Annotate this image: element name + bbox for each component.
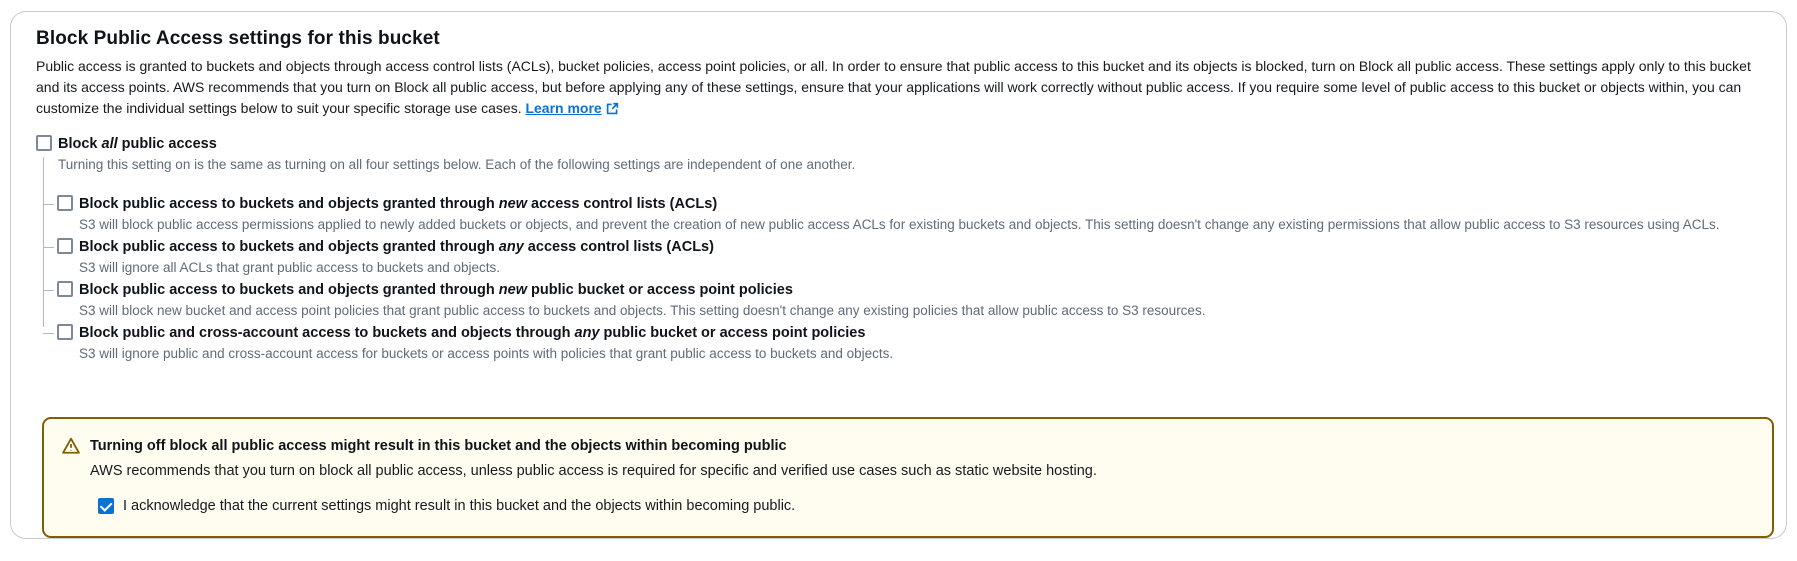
block-new-acls-checkbox[interactable] (57, 195, 73, 211)
warning-body: AWS recommends that you turn on block all public access, unless public access is required for specific and verified use cases such as static website hosting. (90, 463, 1097, 479)
setting-description: S3 will ignore all ACLs that grant public access to buckets and objects. (79, 260, 500, 275)
setting-label: Block public access to buckets and objects granted through new access control lists (ACLs) (79, 196, 718, 212)
setting-block-new-policies (43, 280, 1760, 320)
block-new-policies-checkbox[interactable] (57, 281, 73, 297)
external-link-icon (606, 100, 619, 121)
setting-block-any-policies (43, 323, 1760, 363)
acknowledge-label: I acknowledge that the current settings might result in this bucket and the objects within becoming public. (123, 498, 796, 514)
acknowledge-row (98, 497, 1097, 516)
block-all-description: Turning this setting on is the same as turning on all four settings below. Each of the following settings are independent of one another. (58, 157, 856, 172)
setting-label: Block public access to buckets and objects granted through new public bucket or access point policies (79, 282, 793, 298)
acknowledge-checkbox[interactable] (98, 498, 114, 514)
setting-block-any-acls (43, 237, 1760, 277)
block-all-children (43, 155, 1760, 363)
block-all-checkbox[interactable] (36, 135, 52, 151)
panel-description-text: Public access is granted to buckets and objects through access control lists (ACLs), bucket policies, access point policies, or all. In order to ensure that public access to this bucket and its objects is blocked, turn on Block all public access. These settings apply only to this bucket and its access points. AWS recommends that you turn on Block all public access, but before applying any of these settings, ensure that your applications will work correctly without public access. If you require some level of public access to this bucket or objects within, you can customize the individual settings below to suit your specific storage use cases. (36, 58, 1751, 116)
page (0, 11, 1797, 561)
warning-content (90, 436, 1097, 518)
learn-more-link[interactable] (525, 100, 618, 116)
warning-icon (62, 437, 80, 518)
block-all-label: Block all public access (58, 136, 217, 152)
learn-more-label: Learn more (525, 100, 602, 116)
panel-description (36, 56, 1760, 121)
block-public-access-panel (10, 11, 1787, 539)
setting-description: S3 will ignore public and cross-account access for buckets or access points with policies that grant public access to buckets and objects. (79, 346, 894, 361)
setting-label: Block public and cross-account access to buckets and objects through any public bucket or access point policies (79, 325, 866, 341)
block-any-acls-checkbox[interactable] (57, 238, 73, 254)
warning-alert (42, 417, 1774, 538)
setting-block-new-acls (43, 194, 1760, 234)
block-all-row (36, 134, 1760, 154)
block-any-policies-checkbox[interactable] (57, 324, 73, 340)
setting-label: Block public access to buckets and objects granted through any access control lists (ACLs) (79, 239, 714, 255)
setting-description: S3 will block new bucket and access point policies that grant public access to buckets and objects. This setting doesn't change any existing policies that allow public access to S3 resources. (79, 303, 1206, 318)
page-title: Block Public Access settings for this bucket (36, 28, 440, 49)
warning-title: Turning off block all public access might result in this bucket and the objects within becoming public (90, 438, 787, 454)
setting-description: S3 will block public access permissions applied to newly added buckets or objects, and prevent the creation of new public access ACLs for existing buckets and objects. This setting doesn't change any existing permissions that allow public access to S3 resources using ACLs. (79, 217, 1720, 232)
